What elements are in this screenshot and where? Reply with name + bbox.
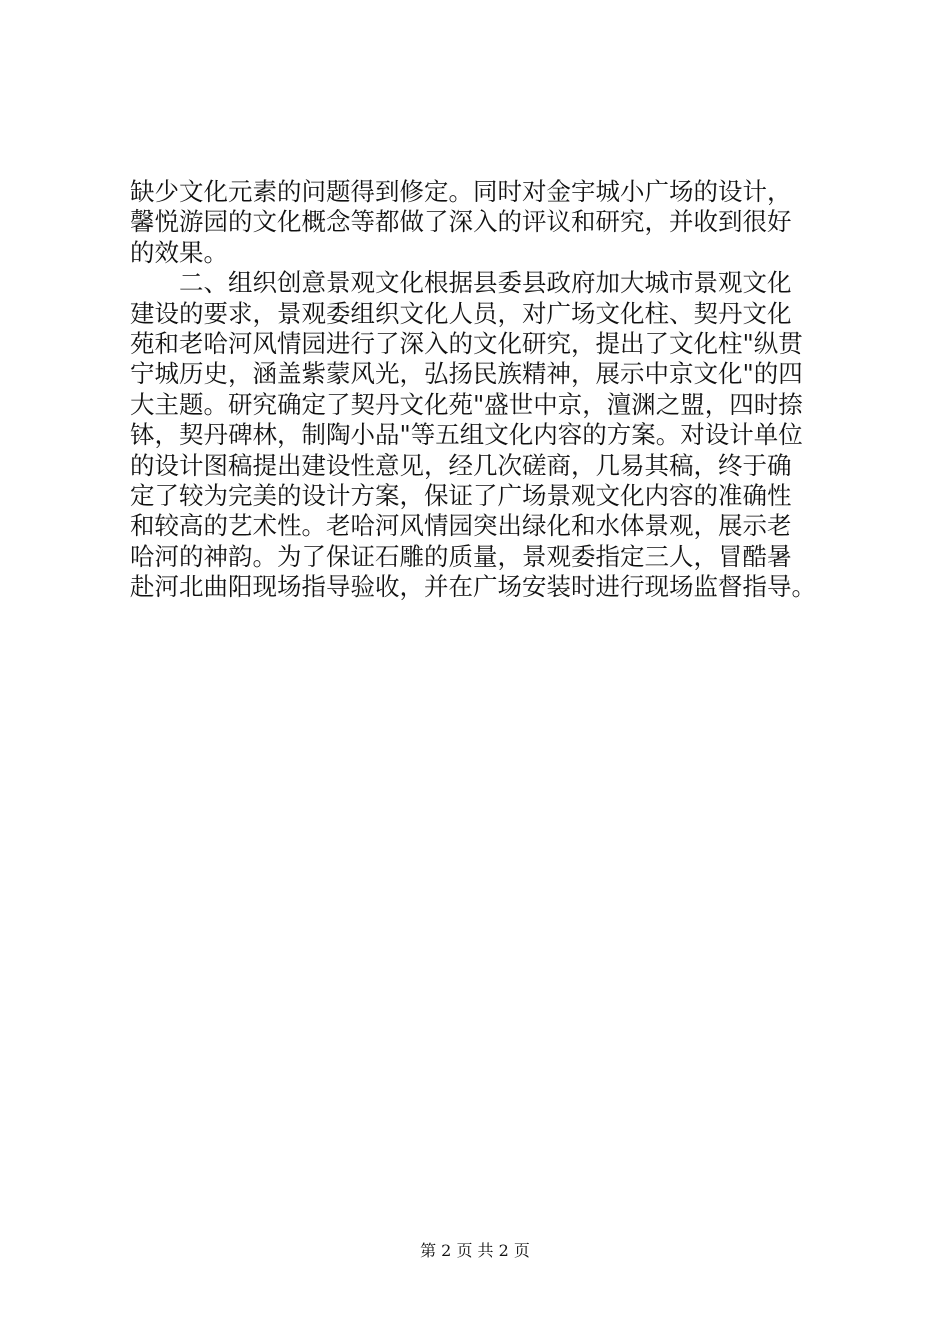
text-line: 和较高的艺术性。老哈河风情园突出绿化和水体景观，展示老 xyxy=(130,511,792,541)
page-footer: 第 2 页 共 2 页 xyxy=(420,1241,530,1260)
text-line: 宁城历史，涵盖紫蒙风光，弘扬民族精神，展示中京文化"的四 xyxy=(130,359,803,389)
text-line: 缺少文化元素的问题得到修定。同时对金宇城小广场的设计， xyxy=(130,177,792,206)
text-line: 大主题。研究确定了契丹文化苑"盛世中京，澶渊之盟，四时捺 xyxy=(130,389,803,419)
text-line: 定了较为完美的设计方案，保证了广场景观文化内容的准确性 xyxy=(130,480,792,510)
text-line: 钵，契丹碑林，制陶小品"等五组文化内容的方案。对设计单位 xyxy=(130,420,803,450)
text-line: 赴河北曲阳现场指导验收，并在广场安装时进行现场监督指导。 xyxy=(130,572,816,602)
text-line: 的效果。 xyxy=(130,237,228,267)
text-line: 馨悦游园的文化概念等都做了深入的评议和研究，并收到很好 xyxy=(130,207,792,237)
text-line: 苑和老哈河风情园进行了深入的文化研究，提出了文化柱"纵贯 xyxy=(130,328,803,358)
text-line: 建设的要求，景观委组织文化人员，对广场文化柱、契丹文化 xyxy=(130,298,792,328)
document-body xyxy=(130,177,830,602)
text-line: 二、组织创意景观文化根据县委县政府加大城市景观文化 xyxy=(130,268,792,298)
text-line: 的设计图稿提出建设性意见，经几次磋商，几易其稿，终于确 xyxy=(130,450,792,480)
text-line: 哈河的神韵。为了保证石雕的质量，景观委指定三人，冒酷暑 xyxy=(130,541,792,571)
